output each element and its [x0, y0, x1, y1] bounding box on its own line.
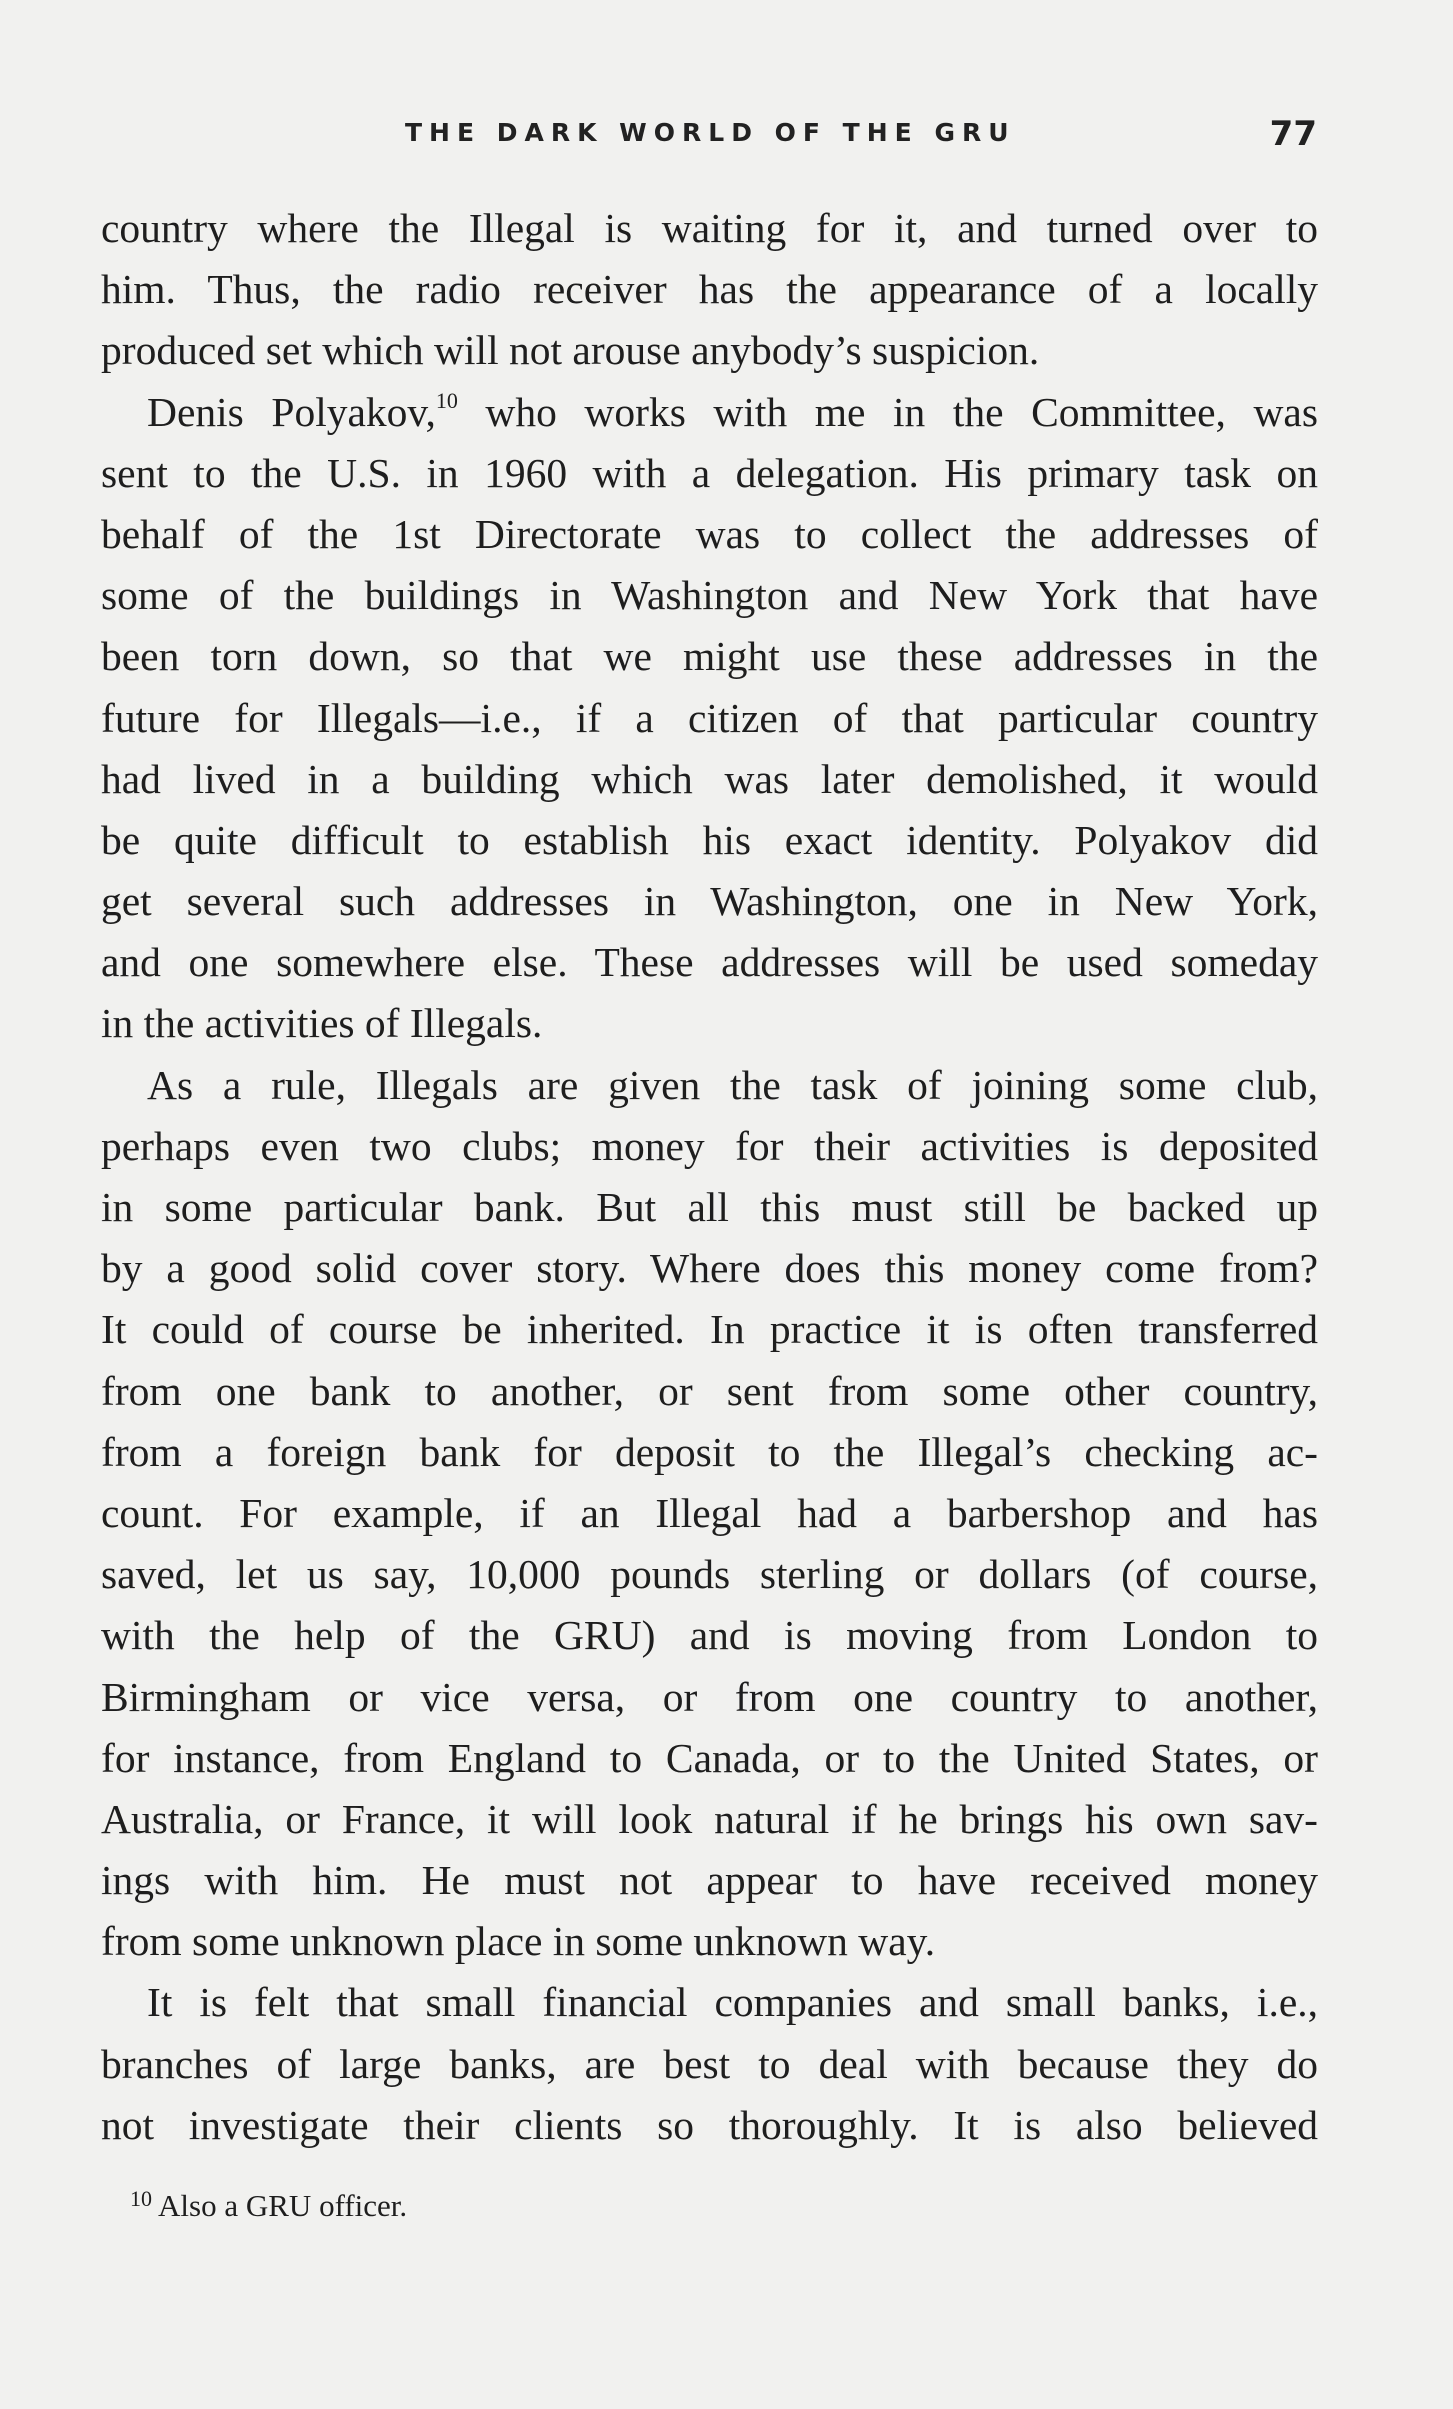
text-line: be quite difficult to establish his exact identity. Polyakov did — [101, 816, 1318, 863]
text-line: in the activities of Illegals. — [101, 1000, 543, 1047]
text-line: It is felt that small financial companies and small banks, i.e., — [147, 1979, 1318, 2026]
text-line: not investigate their clients so thoroughly. It is also believed — [101, 2101, 1318, 2148]
text-line: get several such addresses in Washington, one in New York, — [101, 878, 1318, 925]
footnote — [130, 2188, 407, 2224]
page-number: 77 — [1269, 114, 1317, 154]
paragraph — [101, 382, 1318, 1055]
paragraph — [101, 198, 1318, 382]
text-line: some of the buildings in Washington and New York that have — [101, 572, 1318, 619]
text-line: Australia, or France, it will look natural if he brings his own sav- — [101, 1795, 1318, 1842]
text-line: ings with him. He must not appear to have received money — [101, 1857, 1318, 1904]
text-line: him. Thus, the radio receiver has the appearance of a locally — [101, 266, 1318, 313]
footnote-reference: 10 — [435, 387, 458, 413]
text-line: sent to the U.S. in 1960 with a delegation. His primary task on — [101, 449, 1318, 496]
text-line: perhaps even two clubs; money for their activities is deposited — [101, 1122, 1318, 1169]
paragraph — [101, 1055, 1318, 1973]
body-text — [101, 198, 1318, 2156]
text-line: and one somewhere else. These addresses will be used someday — [101, 939, 1318, 986]
text-line: from one bank to another, or sent from some other country, — [101, 1367, 1318, 1414]
text-line: in some particular bank. But all this must still be backed up — [101, 1184, 1318, 1230]
text-line: had lived in a building which was later demolished, it would — [101, 755, 1318, 802]
text-line: Birmingham or vice versa, or from one country to another, — [101, 1673, 1318, 1720]
text-line: It could of course be inherited. In practice it is often transferred — [101, 1306, 1318, 1353]
paragraph — [101, 1972, 1318, 2156]
text-line: country where the Illegal is waiting for it, and turned over to — [101, 205, 1318, 251]
text-line: future for Illegals—i.e., if a citizen of that particular country — [101, 694, 1318, 741]
text-line: for instance, from England to Canada, or to the United States, or — [101, 1734, 1318, 1781]
text-line: count. For example, if an Illegal had a barbershop and has — [101, 1489, 1318, 1536]
text-line: produced set which will not arouse anybody’s suspicion. — [101, 327, 1040, 374]
running-title: THE DARK WORLD OF THE GRU — [405, 118, 1016, 147]
text-line: saved, let us say, 10,000 pounds sterling or dollars (of course, — [101, 1551, 1318, 1598]
text-line: from a foreign bank for deposit to the Illegal’s checking ac- — [101, 1428, 1318, 1475]
text-line: Denis Polyakov,$^{10}$ who works with me in the Committee, was — [147, 387, 1318, 435]
page-header — [0, 114, 1453, 158]
text-line: behalf of the 1st Directorate was to collect the addresses of — [101, 510, 1318, 557]
text-line: by a good solid cover story. Where does this money come from? — [101, 1245, 1318, 1292]
text-line: As a rule, Illegals are given the task of joining some club, — [147, 1061, 1318, 1108]
text-line: branches of large banks, are best to deal with because they do — [101, 2040, 1318, 2087]
footnote-marker: 10 — [130, 2186, 152, 2211]
footnote-text: Also a GRU officer. — [158, 2188, 408, 2223]
text-line: been torn down, so that we might use these addresses in the — [101, 633, 1318, 680]
text-line: with the help of the GRU) and is moving from London to — [101, 1612, 1318, 1659]
text-line: from some unknown place in some unknown way. — [101, 1918, 936, 1965]
